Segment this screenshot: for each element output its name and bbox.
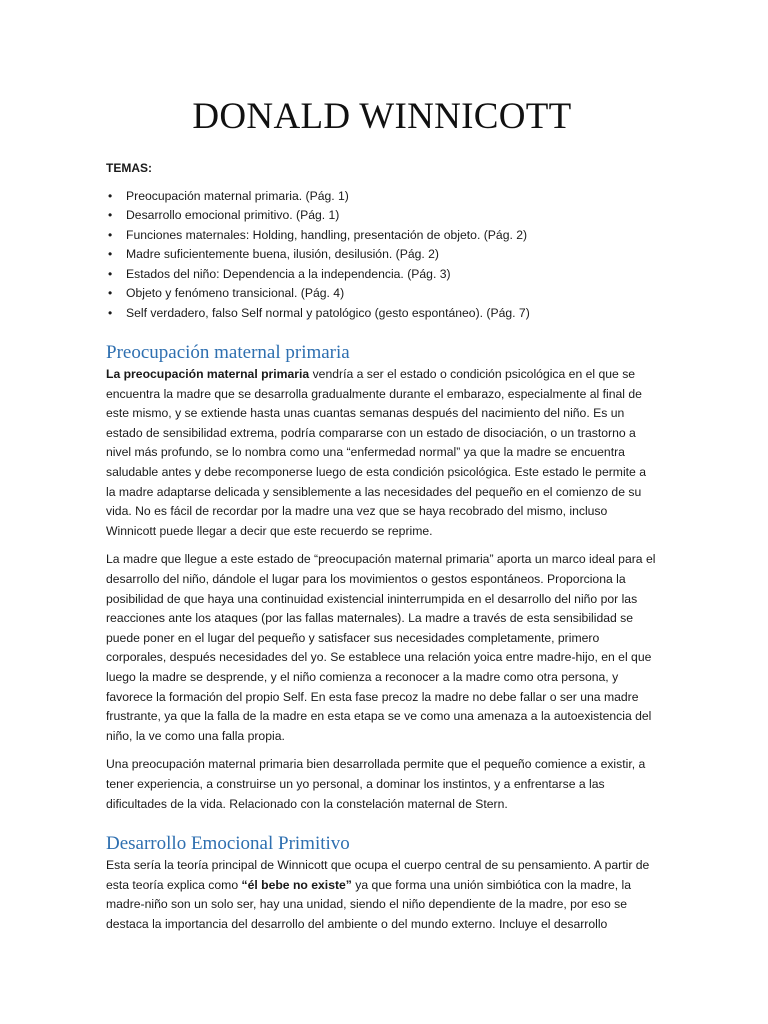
topics-list	[106, 187, 658, 324]
list-item	[108, 245, 658, 265]
paragraph-text: vendría a ser el estado o condición psicológica en el que se encuentra la madre que se desarrolla gradualmente durante el embarazo, especialmente al final de este mismo, y se extiende hasta unas cuantas semanas después del nacimiento del niño. Es un estado de sensibilidad extrema, podría compararse con un estado de disociación, o un trastorno a nivel más profundo, se lo nombra como una “enfermedad normal” ya que la madre se encuentra saludable antes y debe recomponerse luego de esta condición psicológica. Este estado le permite a la madre adaptarse delicada y sensiblemente a las necesidades del pequeño en el comienzo de su vida. No es fácil de recordar por la madre una vez que se haya recobrado del mismo, incluso Winnicott puede llegar a decir que este recuerdo se reprime.	[106, 367, 646, 538]
bold-term: La preocupación maternal primaria	[106, 367, 310, 382]
list-item	[108, 284, 658, 304]
section-heading-preocupacion: Preocupación maternal primaria	[106, 342, 350, 364]
bullet-icon: •	[108, 208, 113, 223]
topic-text: Estados del niño: Dependencia a la independencia. (Pág. 3)	[126, 266, 451, 281]
paragraph	[106, 365, 658, 541]
list-item	[108, 206, 658, 226]
bullet-icon: •	[108, 286, 113, 301]
paragraph	[106, 856, 658, 934]
list-item	[108, 304, 658, 324]
paragraph: La madre que llegue a este estado de “preocupación maternal primaria” aporta un marco ideal para el desarrollo del niño, dándole el lugar para los movimientos o gestos espontáneos. Proporciona la posibilidad de que haya una continuidad existencial ininterrumpida en el desarrollo del niño por las reacciones ante los ataques (por las fallas maternales). La madre a través de esta sensibilidad se puede poner en el lugar del pequeño y satisfacer sus necesidades completamente, primero corporales, después necesidades del yo. Se establece una relación yoica entre madre-hijo, en el que luego la madre se desprende, y el niño comienza a reconocer a la madre como otra persona, y favorece la formación del propio Self. En esta fase precoz la madre no debe fallar o ser una madre frustrante, ya que la falla de la madre en esta etapa se ve como una amenaza a la autoexistencia del niño, la ve como una falla propia.	[106, 552, 656, 743]
bullet-icon: •	[108, 266, 113, 281]
bullet-icon: •	[108, 188, 113, 203]
topic-text: Objeto y fenómeno transicional. (Pág. 4)	[126, 286, 345, 301]
bullet-icon: •	[108, 247, 113, 262]
topic-text: Self verdadero, falso Self normal y patológico (gesto espontáneo). (Pág. 7)	[126, 305, 530, 320]
list-item	[108, 226, 658, 246]
document-page	[106, 0, 658, 935]
topic-text: Preocupación maternal primaria. (Pág. 1)	[126, 188, 349, 203]
list-item	[108, 265, 658, 285]
topics-label: TEMAS:	[106, 161, 152, 175]
bold-quote: “él bebe no existe”	[241, 877, 352, 892]
topic-text: Madre suficientemente buena, ilusión, desilusión. (Pág. 2)	[126, 247, 439, 262]
paragraph-text: Esta sería la teoría principal de Winnicott que ocupa el cuerpo central de su pensamiento. A partir de esta teoría explica como	[106, 858, 650, 892]
list-item	[108, 187, 658, 207]
paragraph: Una preocupación maternal primaria bien desarrollada permite que el pequeño comience a existir, a tener experiencia, a construirse un yo personal, a dominar los instintos, y a enfrentarse a las dificultades de la vida. Relacionado con la constelación maternal de Stern.	[106, 757, 646, 811]
topic-text: Funciones maternales: Holding, handling, presentación de objeto. (Pág. 2)	[126, 227, 528, 242]
section-heading-desarrollo: Desarrollo Emocional Primitivo	[106, 833, 350, 855]
paragraph-text: ya que forma una unión simbiótica con la madre, la madre-niño son un solo ser, hay una unidad, siendo el niño dependiente de la madre, por eso se destaca la importancia del desarrollo del ambiente o del mundo externo. Incluye el desarrollo	[106, 877, 632, 931]
bullet-icon: •	[108, 305, 113, 320]
bullet-icon: •	[108, 227, 113, 242]
document-title: DONALD WINNICOTT	[192, 96, 572, 137]
topic-text: Desarrollo emocional primitivo. (Pág. 1)	[126, 208, 340, 223]
